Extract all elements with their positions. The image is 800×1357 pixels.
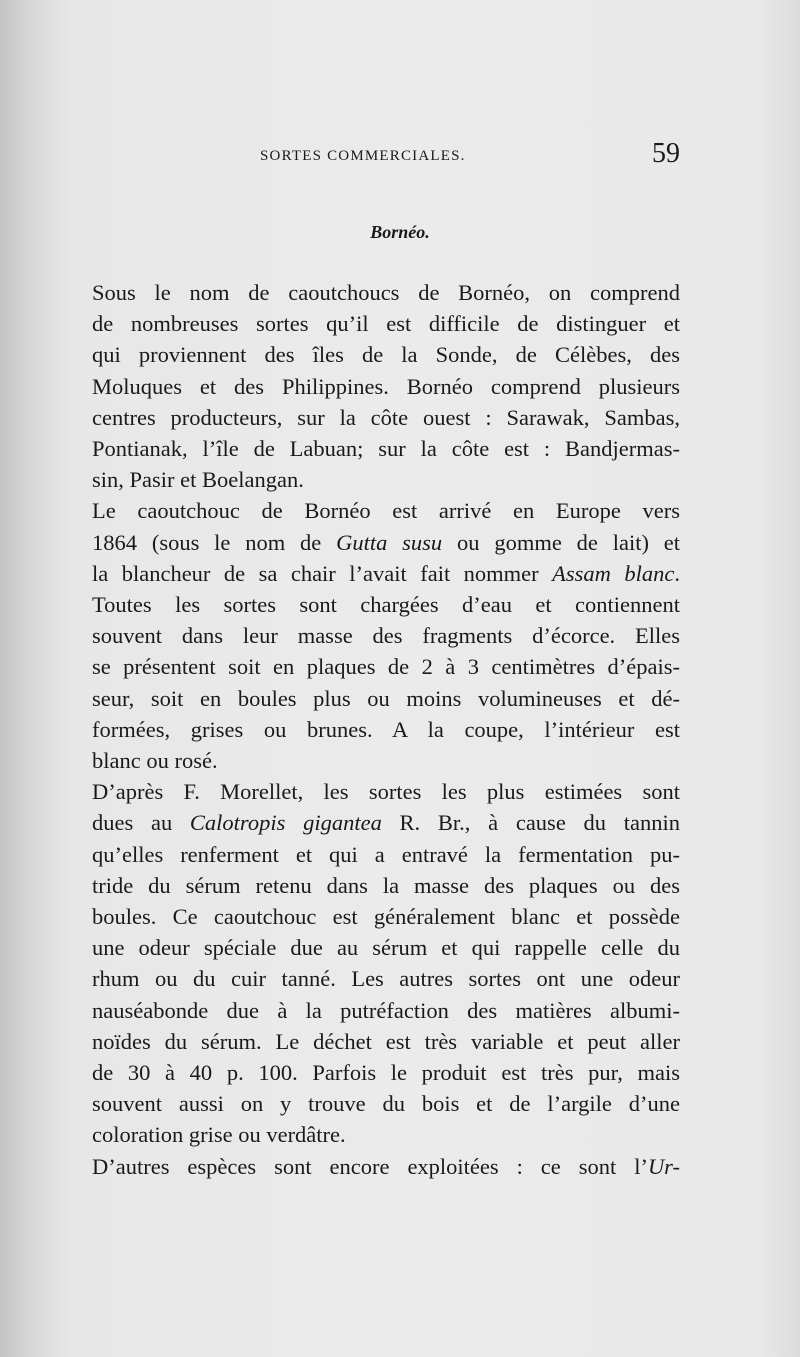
text-line: tride du sérum retenu dans la masse des plaques ou des: [92, 872, 680, 898]
text-line: de 30 à 40 p. 100. Parfois le produit est très pur, mais: [92, 1060, 680, 1086]
text-line: Sous le nom de caoutchoucs de Bornéo, on comprend: [92, 280, 680, 305]
text-line: Pontianak, l’île de Labuan; sur la côte est : Bandjermas-: [92, 436, 680, 462]
text-line: 1864 (sous le nom de Gutta susu ou gomme de lait) et: [92, 529, 680, 555]
text-line: souvent dans leur masse des fragments d’écorce. Elles: [92, 623, 680, 649]
text-line: seur, soit en boules plus ou moins volumineuses et dé-: [92, 685, 680, 711]
text-line: centres producteurs, sur la côte ouest : Sarawak, Sambas,: [92, 404, 680, 430]
body-text: [68, 277, 680, 1182]
page-number: 59: [652, 138, 680, 169]
paragraph-4: [68, 1151, 680, 1182]
text-line: se présentent soit en plaques de 2 à 3 centimètres d’épais-: [92, 654, 680, 680]
text-line: sin, Pasir et Boelangan.: [92, 467, 304, 493]
text-line: souvent aussi on y trouve du bois et de l’argile d’une: [92, 1091, 680, 1117]
text-line: Toutes les sortes sont chargées d’eau et contiennent: [92, 592, 680, 618]
paragraph-3: [68, 776, 680, 1150]
text-line: qui proviennent des îles de la Sonde, de Célèbes, des: [92, 342, 680, 368]
text-line: nauséabonde due à la putréfaction des matières albumi-: [92, 997, 680, 1023]
text-line: Le caoutchouc de Bornéo est arrivé en Europe vers: [92, 498, 680, 524]
text-line: dues au Calotropis gigantea R. Br., à cause du tannin: [92, 810, 680, 836]
text-line: Moluques et des Philippines. Bornéo comprend plusieurs: [92, 373, 680, 399]
text-line: une odeur spéciale due au sérum et qui rappelle celle du: [92, 935, 680, 961]
text-line: qu’elles renferment et qui a entravé la fermentation pu-: [92, 841, 680, 867]
text-line: D’autres espèces sont encore exploitées : ce sont l’Ur-: [92, 1153, 680, 1179]
page-header: [98, 138, 680, 174]
text-line: formées, grises ou brunes. A la coupe, l’intérieur est: [92, 716, 680, 742]
text-line: blanc ou rosé.: [92, 748, 218, 774]
paragraph-2: [68, 495, 680, 776]
text-line: coloration grise ou verdâtre.: [92, 1122, 346, 1148]
text-line: noïdes du sérum. Le déchet est très variable et peut aller: [92, 1028, 680, 1054]
section-title: Bornéo.: [370, 222, 430, 242]
text-line: boules. Ce caoutchouc est généralement blanc et possède: [92, 904, 680, 930]
text-line: de nombreuses sortes qu’il est difficile de distinguer et: [92, 311, 680, 337]
text-line: la blancheur de sa chair l’avait fait nommer Assam blanc.: [92, 560, 680, 586]
paragraph-1: [68, 277, 680, 495]
text-line: rhum ou du cuir tanné. Les autres sortes ont une odeur: [92, 966, 680, 992]
text-line: D’après F. Morellet, les sortes les plus estimées sont: [92, 779, 680, 805]
running-head: SORTES COMMERCIALES.: [260, 148, 466, 164]
